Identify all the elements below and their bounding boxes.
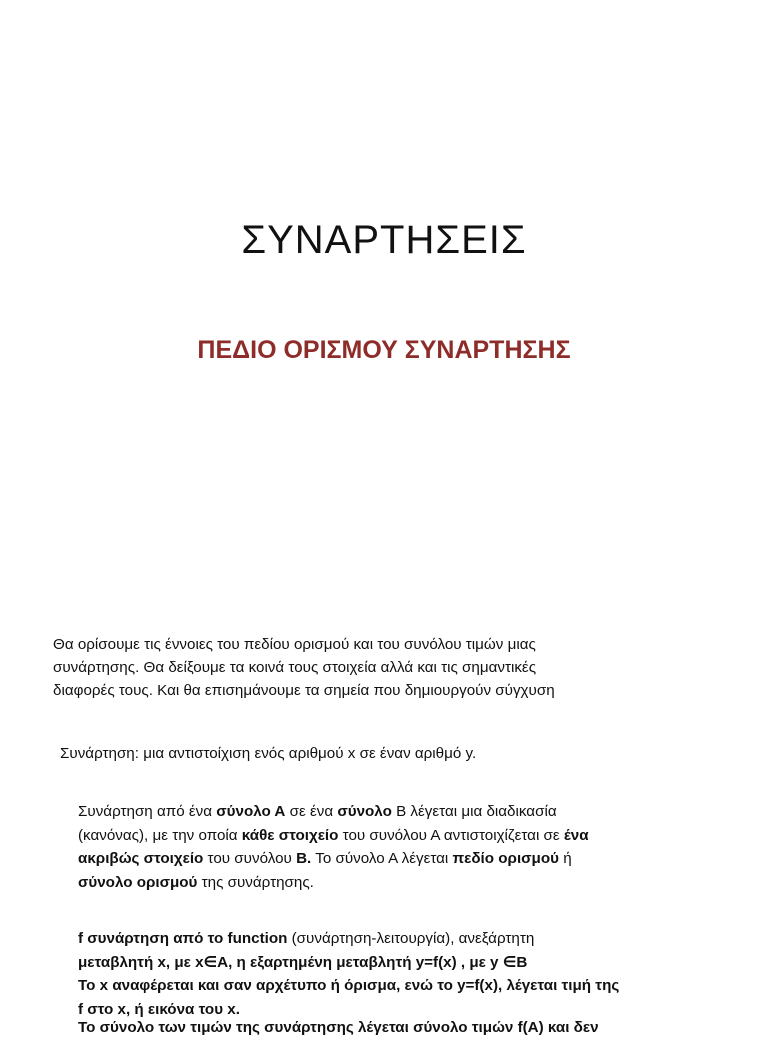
- b2-bold: Το x: [78, 977, 109, 994]
- b1-bold: πεδίο ορισμού: [452, 850, 559, 867]
- b1-text: (κανόνας), με την οποία: [78, 826, 242, 844]
- b1-bold: σύνολο Α: [216, 803, 286, 820]
- b1-text: σε ένα: [285, 803, 338, 820]
- b1-bold: Β.: [296, 850, 312, 867]
- b1-bold: κάθε στοιχείο: [241, 826, 339, 844]
- intro-line-1: Θα ορίσουμε τις έννοιες του πεδίου ορισμού και του συνόλου τιμών μιας: [53, 636, 536, 653]
- definition-text: : μια αντιστοίχιση ενός αριθμού x σε έναν αριθμό y.: [134, 745, 477, 762]
- range-paragraph: [78, 1016, 738, 1040]
- b1-text: Το σύνολο Α λέγεται: [311, 850, 453, 867]
- b2-bold: μεταβλητή x, με x∈A, η εξαρτημένη μεταβλητή y=f(x) , με y ∈B: [78, 953, 528, 971]
- page-subtitle: ΠΕΔΙΟ ΟΡΙΣΜΟΥ ΣΥΝΑΡΤΗΣΗΣ: [197, 336, 571, 364]
- b1-text: της συνάρτησης.: [197, 873, 314, 891]
- b1-bold: σύνολο: [337, 803, 392, 820]
- b1-bold: ένα: [563, 826, 589, 844]
- definition-term: Συνάρτηση: [60, 745, 135, 762]
- intro-line-3: διαφορές τους. Και θα επισημάνουμε τα σημεία που δημιουργούν σύγχυση: [53, 682, 555, 699]
- b1-bold: σύνολο ορισμού: [78, 873, 198, 891]
- b1-bold: ακριβώς στοιχείο: [78, 850, 204, 867]
- function-notation-paragraph: [78, 927, 738, 1021]
- b2-text: (συνάρτηση-λειτουργία), ανεξάρτητη: [287, 930, 535, 947]
- b3-bold: Το σύνολο των τιμών της συνάρτησης λέγεται σύνολο τιμών f(A) και δεν: [78, 1019, 599, 1036]
- definition-paragraph: [60, 742, 740, 765]
- b1-text: του συνόλου Α αντιστοιχίζεται σε: [338, 826, 564, 844]
- b1-text: ή: [558, 850, 572, 867]
- intro-paragraph: [53, 633, 733, 702]
- function-definition-paragraph: [78, 800, 738, 894]
- page-title: ΣΥΝΑΡΤΗΣΕΙΣ: [241, 218, 527, 262]
- b1-text: Συνάρτηση από ένα: [78, 803, 217, 820]
- intro-line-2: συνάρτησης. Θα δείξουμε τα κοινά τους στοιχεία αλλά και τις σημαντικές: [53, 659, 537, 676]
- b2-bold: f συνάρτηση από το function: [78, 930, 288, 947]
- b1-text: του συνόλου: [203, 850, 297, 867]
- b2-bold: f στο x, ή εικόνα του x.: [78, 1000, 240, 1018]
- b2-bold: αναφέρεται και σαν αρχέτυπο ή όρισμα, ενώ το y=f(x), λέγεται τιμή της: [108, 977, 620, 994]
- b1-text: Β λέγεται μια διαδικασία: [391, 803, 557, 820]
